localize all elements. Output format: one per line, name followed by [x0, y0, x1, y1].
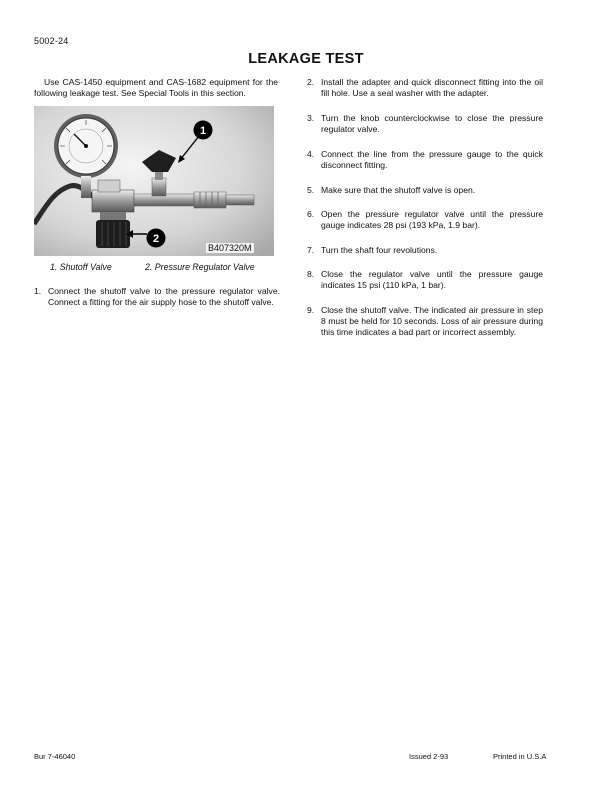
step-7	[307, 245, 543, 256]
step-9-text: Close the shutoff valve. The indicated air pressure in step 8 must be held for 10 seconds. Loss of air pressure during this time indicates a bad part or incorrect assembly.	[321, 305, 543, 338]
callout-1-label: 1	[199, 125, 207, 137]
caption-shutoff-valve: 1. Shutoff Valve	[50, 262, 112, 272]
step-6	[307, 209, 543, 231]
caption-pressure-regulator-valve: 2. Pressure Regulator Valve	[145, 262, 255, 272]
step-8-number: 8.	[307, 269, 315, 279]
step-4-number: 4.	[307, 149, 315, 159]
figure-photo	[34, 106, 274, 256]
step-1	[34, 286, 280, 308]
intro-paragraph: Use CAS-1450 equipment and CAS-1682 equipment for the following leakage test. See Special Tools in this section.	[34, 77, 278, 99]
step-8	[307, 269, 543, 291]
step-7-text: Turn the shaft four revolutions.	[321, 245, 438, 255]
footer-document-number: Bur 7-46040	[34, 752, 76, 761]
step-3-text: Turn the knob counterclockwise to close the pressure regulator valve.	[321, 113, 543, 135]
step-2-text: Install the adapter and quick disconnect fitting into the oil fill hole. Use a seal washer with the adapter.	[321, 77, 543, 99]
footer-issued: Issued 2-93	[409, 752, 449, 761]
step-4-text: Connect the line from the pressure gauge to the quick disconnect fitting.	[321, 149, 543, 171]
step-7-number: 7.	[307, 245, 315, 255]
page-number: 5002-24	[34, 36, 69, 46]
step-8-text: Close the regulator valve until the pressure gauge indicates 15 psi (110 kPa, 1 bar).	[321, 269, 543, 291]
step-4	[307, 149, 543, 171]
step-1-number: 1.	[34, 286, 42, 296]
step-1-text: Connect the shutoff valve to the pressure regulator valve. Connect a fitting for the air supply hose to the shutoff valve.	[48, 286, 280, 308]
step-5-text: Make sure that the shutoff valve is open.	[321, 185, 476, 195]
step-5-number: 5.	[307, 185, 315, 195]
step-3	[307, 113, 543, 135]
step-6-number: 6.	[307, 209, 315, 219]
image-id-label: B407320M	[208, 243, 252, 253]
footer-printed: Printed in U.S.A	[493, 752, 547, 761]
step-3-number: 3.	[307, 113, 315, 123]
page-title: LEAKAGE TEST	[248, 51, 364, 67]
callout-badge-2	[146, 228, 166, 248]
callout-2-label: 2	[152, 233, 160, 245]
step-9	[307, 305, 543, 339]
step-6-text: Open the pressure regulator valve until the pressure gauge indicates 28 psi (193 kPa, 1.9 bar).	[321, 209, 543, 231]
callout-badge-1	[193, 120, 213, 140]
step-5	[307, 185, 543, 196]
step-9-number: 9.	[307, 305, 315, 315]
step-2	[307, 77, 543, 99]
step-2-number: 2.	[307, 77, 315, 87]
